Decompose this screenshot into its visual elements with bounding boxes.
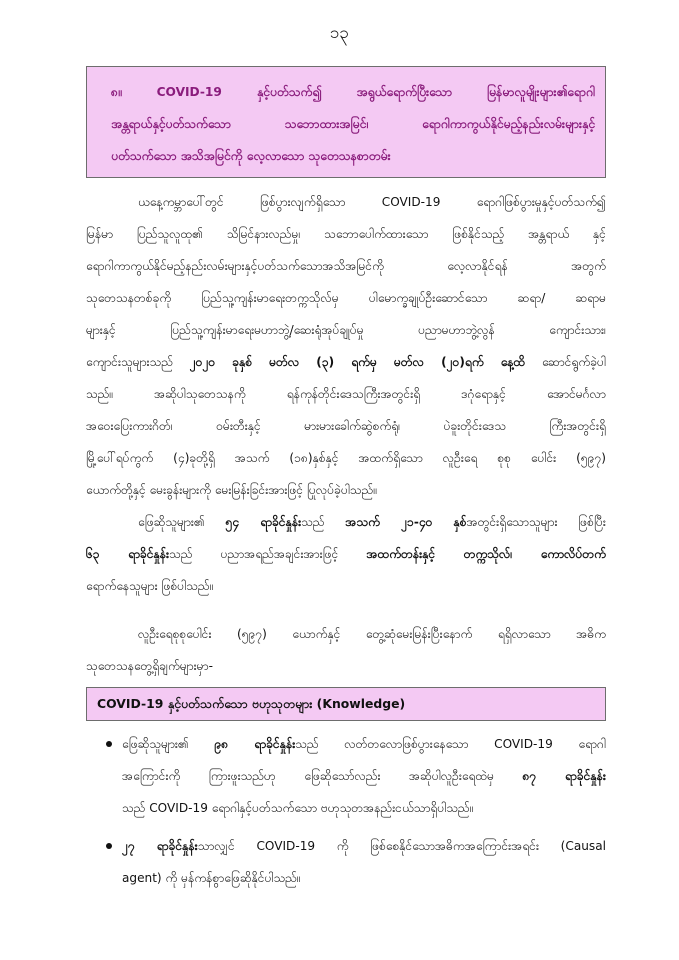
- text-segment: သည် ပညာအရည်အချင်းအားဖြင့်: [169, 547, 367, 561]
- paragraph-intro: [86, 186, 606, 506]
- section-title-box: [86, 66, 606, 178]
- findings-bullet-list: [86, 728, 606, 894]
- bullet-line: agent) ကို မှန်ကန်စွာဖြေဆိုနိုင်ပါသည်။: [122, 871, 301, 885]
- text-segment: သည်: [301, 515, 346, 529]
- percent-figure: ၉၈ ရာခိုင်နှုန်း: [214, 737, 296, 751]
- percent-figure: ၈၇ ရာခိုင်နှုန်း: [522, 769, 606, 783]
- page-number: ၁၃: [329, 23, 350, 43]
- section-title-line-1: ၈။ COVID-19 နှင့်ပတ်သက်၍ အရွယ်ရောက်ပြီးသော မြန်မာလူမျိုးများ၏ရောဂါ: [111, 85, 595, 99]
- paragraph-line: များနှင့် ပြည်သူ့ကျန်းမာရေးမဟာဘွဲ့/ဆေးရုံအုပ်ချုပ်မှု ပညာမဟာဘွဲ့လွန် ကျောင်းသား၊: [86, 323, 606, 337]
- list-item: [86, 728, 606, 824]
- text-segment: ဆောင်ရွက်ခဲ့ပါ: [525, 355, 606, 369]
- paragraph-line: အဝေးပြေးကားဂိတ်၊ ဝမ်းတီးနှင့် မားမားခေါက်ဆွဲစက်ရုံ၊ ပဲခူးတိုင်းဒေသ ကြီးအတွင်းရှိ: [86, 419, 606, 433]
- paragraph-line: [86, 538, 606, 570]
- text-segment: ဖြေဆိုသူများ၏: [122, 737, 215, 751]
- text-segment: ကျောင်းသူများသည်: [86, 355, 190, 369]
- text-segment: အတွင်းရှိသောသူများ ဖြစ်ပြီး: [466, 515, 606, 529]
- bullet-line: [122, 728, 606, 760]
- education-level: အထက်တန်းနှင့် တက္ကသိုလ်၊ ကောလိပ်တက်: [366, 547, 606, 561]
- bullet-icon: [106, 843, 112, 849]
- text-segment: သည် လတ်တလောဖြစ်ပွားနေသော COVID-19 ရောဂါ: [295, 737, 606, 751]
- paragraph-line: ရောဂါကာကွယ်နိုင်မည့်နည်းလမ်းများနှင့်ပတ်သက်သောအသိအမြင်ကို လေ့လာနိုင်ရန် အတွက်: [86, 259, 606, 273]
- percent-figure: ၅၄ ရာခိုင်နှုန်း: [225, 515, 302, 529]
- paragraph-line: သည်။ အဆိုပါသုတေသနကို ရန်ကုန်တိုင်းဒေသကြီးအတွင်းရှိ ဒဂုံရောနှင့် အောင်မင်္ဂလာ: [86, 387, 606, 401]
- bullet-icon: [106, 741, 112, 747]
- paragraph-demographics: [86, 506, 606, 602]
- paragraph-line: သုတေသနတွေ့ရှိချက်များမှာ-: [86, 659, 213, 673]
- paragraph-line: [86, 506, 606, 538]
- paragraph-line: လူဦးရေစုစုပေါင်း (၅၉၇) ယောက်နှင့် တွေ့ဆုံမေးမြန်းပြီးနောက် ရရှိလာသော အဓိက: [138, 627, 606, 641]
- paragraph-line: သုတေသနတစ်ခုကို ပြည်သူ့ကျန်းမာရေးတက္ကသိုလ်မှ ပါမောက္ခချုပ်ဦးဆောင်သော ဆရာ/ ဆရာမ: [86, 291, 606, 305]
- paragraph-line: မြန်မာ ပြည်သူလူထု၏ သိမြင်နားလည်မှု၊ သဘောပေါက်ထားသော ဖြစ်နိုင်သည့် အန္တရာယ် နှင့်: [86, 227, 606, 241]
- bullet-line: သည် COVID-19 ရောဂါနှင့်ပတ်သက်သော ဗဟုသုတအနည်းငယ်သာရှိပါသည်။: [122, 801, 474, 815]
- age-range: အသက် ၂၁-၄၀ နှစ်: [345, 515, 467, 529]
- text-segment: သာလျှင် COVID-19 ကို ဖြစ်စေနိုင်သောအဓိကအကြောင်းအရင်း (Causal: [197, 839, 606, 853]
- study-date-range: ၂၀၂၀ ခုနှစ် မတ်လ (၃) ရက်မှ မတ်လ (၂၀)ရက် နေ့ထိ: [189, 355, 526, 369]
- section-title-line-3: ပတ်သက်သော အသိအမြင်ကို လေ့လာသော သုတေသနစာတမ်း: [111, 149, 391, 163]
- paragraph-line: ရောက်နေသူများ ဖြစ်ပါသည်။: [86, 579, 214, 593]
- knowledge-section-heading: COVID-19 နှင့်ပတ်သက်သော ဗဟုသုတများ (Knowledge): [86, 687, 606, 721]
- section-title-line-2: အန္တရာယ်နှင့်ပတ်သက်သော သဘောထားအမြင်၊ ရောဂါကာကွယ်နိုင်မည့်နည်းလမ်းများနှင့်: [111, 117, 595, 131]
- bullet-line: [122, 760, 606, 792]
- percent-figure: ၆၃ ရာခိုင်နှုန်း: [86, 547, 170, 561]
- text-segment: ဖြေဆိုသူများ၏: [138, 515, 226, 529]
- text-segment: အကြောင်းကို ကြားဖူးသည်ဟု ဖြေဆိုသော်လည်း အဆိုပါလူဦးရေထဲမှ: [122, 769, 523, 783]
- percent-figure: ၂၇ ရာခိုင်နှုန်း: [122, 839, 198, 853]
- paragraph-line: ယနေ့ကမ္ဘာပေါ်တွင် ဖြစ်ပွားလျက်ရှိသော COVID-19 ရောဂါဖြစ်ပွားမှုနှင့်ပတ်သက်၍: [138, 195, 606, 209]
- list-item: [86, 830, 606, 894]
- paragraph-findings-intro: [86, 618, 606, 682]
- bullet-line: [122, 830, 606, 862]
- paragraph-line: ယောက်တို့နှင့် မေးခွန်းများကို မေးမြန်းခြင်းအားဖြင့် ပြုလုပ်ခဲ့ပါသည်။: [86, 483, 377, 497]
- paragraph-line: မြို့ပေါ်ရပ်ကွက် (၄)ခုတို့ရှိ အသက် (၁၈)နှစ်နှင့် အထက်ရှိသော လူဦးရေ စုစု ပေါင်း (၅၉၇): [86, 451, 606, 465]
- paragraph-line-with-dates: [86, 346, 606, 378]
